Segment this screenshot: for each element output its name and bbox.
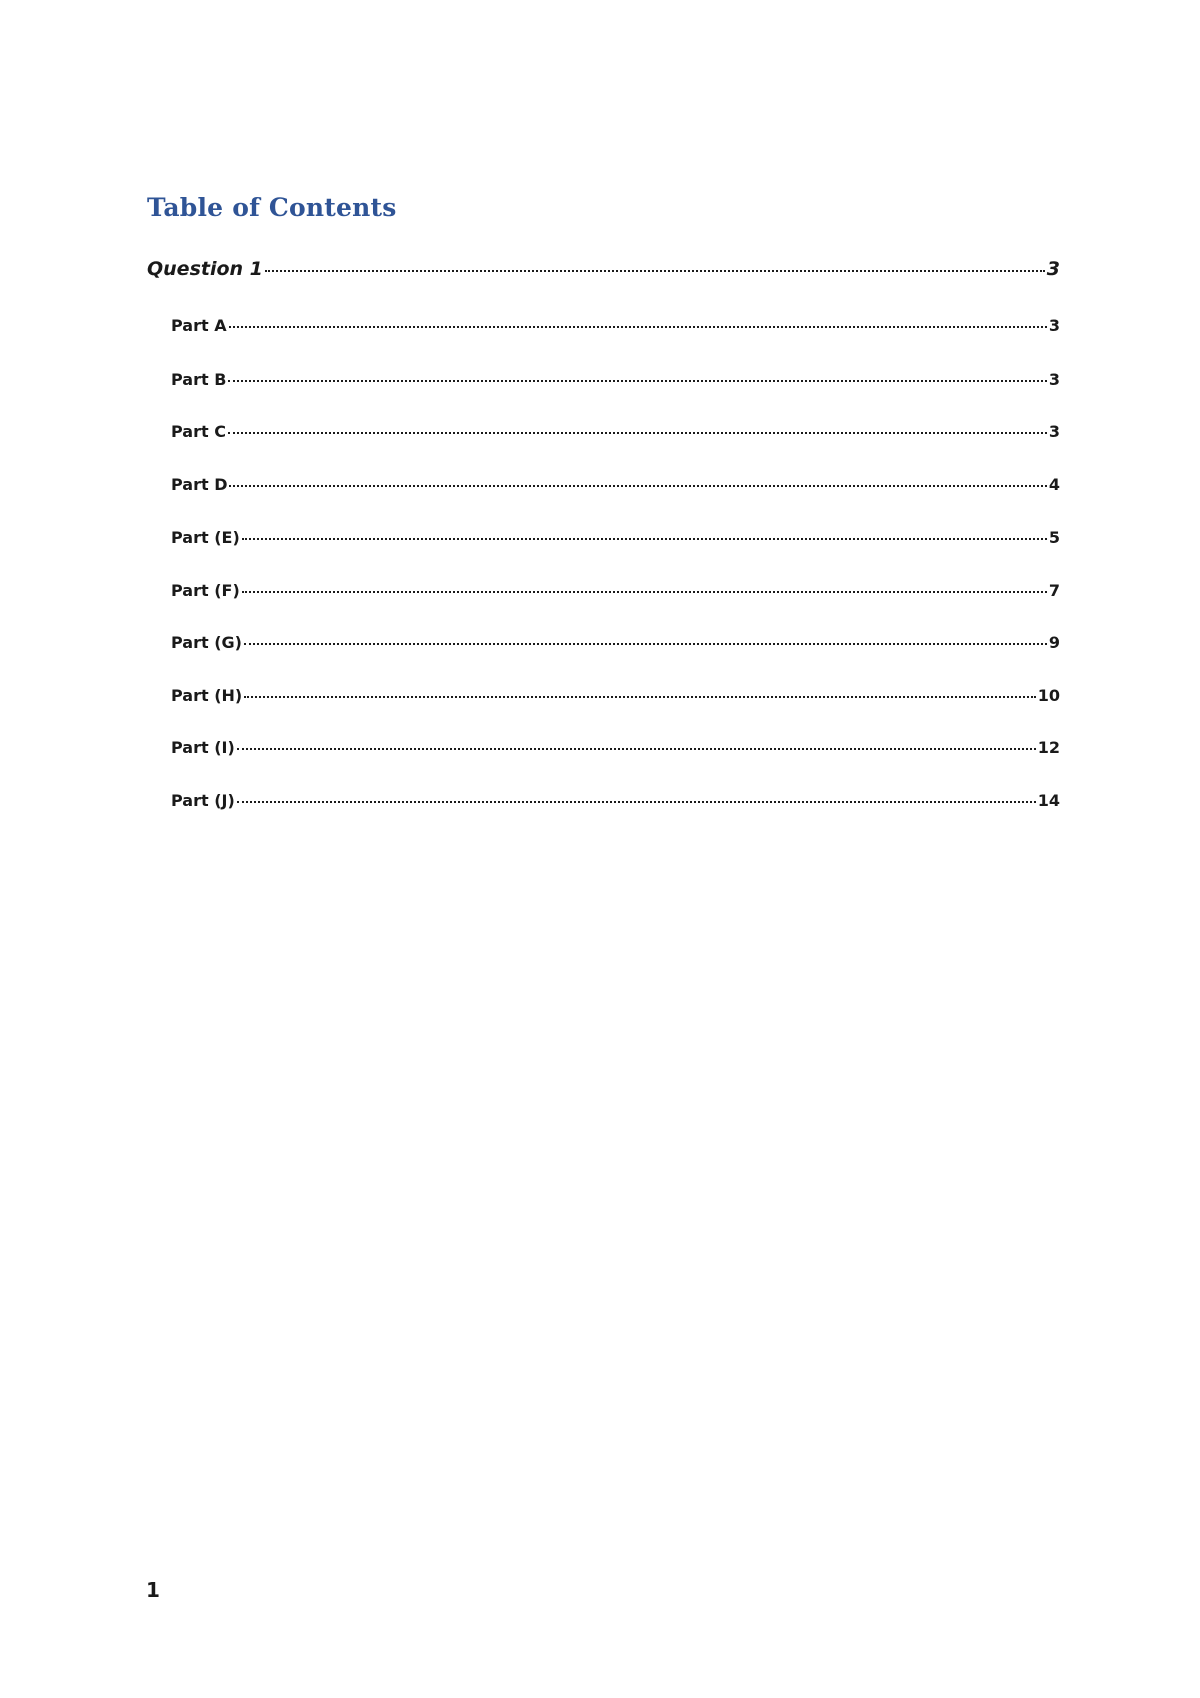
toc-dot-leader xyxy=(265,270,1045,272)
toc-dot-leader xyxy=(229,326,1047,328)
toc-entry-question-1[interactable] xyxy=(147,258,1060,280)
toc-dot-leader xyxy=(237,748,1036,750)
toc-entry-part-j[interactable] xyxy=(171,791,1060,810)
toc-entry-part-a[interactable] xyxy=(171,316,1060,335)
toc-entry-page: 9 xyxy=(1048,633,1060,652)
toc-entry-text: Question 1 xyxy=(147,258,263,280)
toc-entry-text: Part (J) xyxy=(171,791,235,810)
toc-entry-part-c[interactable] xyxy=(171,422,1060,441)
toc-entry-page: 3 xyxy=(1046,258,1060,280)
toc-title: Table of Contents xyxy=(147,193,397,222)
toc-entry-text: Part C xyxy=(171,422,226,441)
toc-entry-page: 7 xyxy=(1048,581,1060,600)
toc-entry-page: 3 xyxy=(1048,422,1060,441)
toc-entry-text: Part (I) xyxy=(171,738,235,757)
page-number: 1 xyxy=(146,1578,160,1602)
toc-entry-text: Part (G) xyxy=(171,633,242,652)
toc-entry-part-d[interactable] xyxy=(171,475,1060,494)
toc-entry-page: 12 xyxy=(1037,738,1060,757)
toc-entry-page: 14 xyxy=(1037,791,1060,810)
toc-dot-leader xyxy=(228,432,1047,434)
toc-entry-part-f[interactable] xyxy=(171,581,1060,600)
toc-entry-part-h[interactable] xyxy=(171,686,1060,705)
toc-entry-text: Part (F) xyxy=(171,581,240,600)
toc-entry-part-b[interactable] xyxy=(171,370,1060,389)
toc-dot-leader xyxy=(244,643,1047,645)
toc-entry-page: 3 xyxy=(1048,370,1060,389)
toc-entry-page: 4 xyxy=(1048,475,1060,494)
toc-entry-text: Part A xyxy=(171,316,227,335)
toc-dot-leader xyxy=(229,485,1046,487)
toc-entry-part-g[interactable] xyxy=(171,633,1060,652)
toc-dot-leader xyxy=(237,801,1036,803)
toc-entry-page: 5 xyxy=(1048,528,1060,547)
toc-entry-part-i[interactable] xyxy=(171,738,1060,757)
toc-entry-text: Part B xyxy=(171,370,227,389)
toc-entry-page: 3 xyxy=(1048,316,1060,335)
toc-entry-text: Part (E) xyxy=(171,528,240,547)
toc-entry-text: Part D xyxy=(171,475,228,494)
toc-dot-leader xyxy=(242,591,1047,593)
toc-dot-leader xyxy=(242,538,1047,540)
toc-entry-page: 10 xyxy=(1037,686,1060,705)
toc-entry-text: Part (H) xyxy=(171,686,243,705)
toc-entry-part-e[interactable] xyxy=(171,528,1060,547)
toc-dot-leader xyxy=(228,380,1046,382)
toc-dot-leader xyxy=(244,696,1036,698)
